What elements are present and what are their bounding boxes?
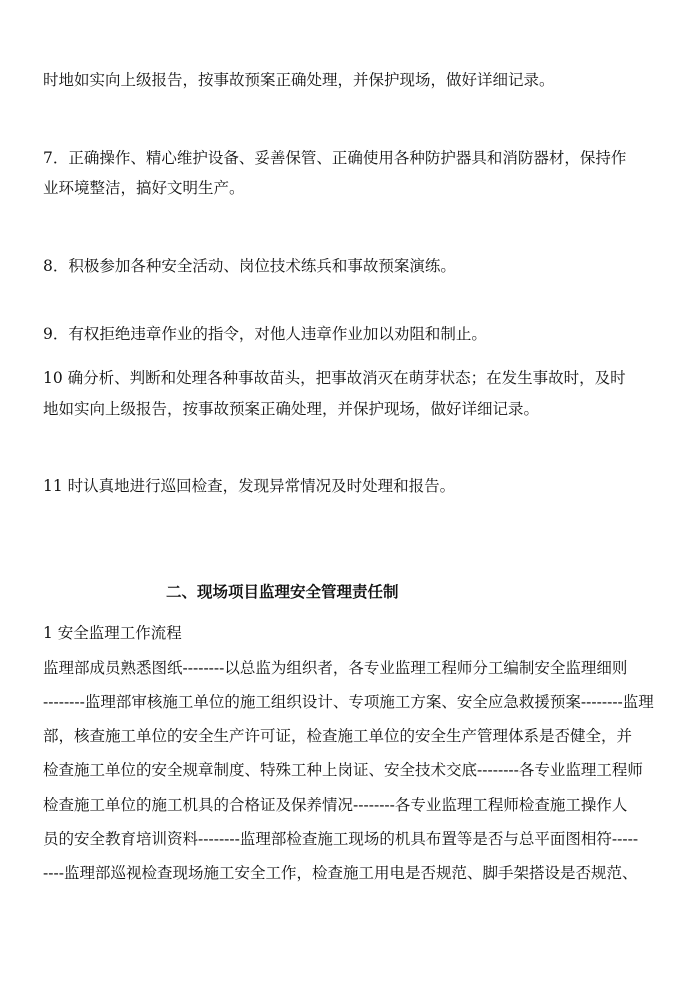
subsection-title: 1 安全监理工作流程	[43, 624, 182, 642]
item-7-line-2: 业环境整洁，搞好文明生产。	[43, 179, 245, 197]
body-line-5: 检查施工单位的施工机具的合格证及保养情况--------各专业监理工程师检查施工操作人	[43, 796, 628, 814]
item-9: 9．有权拒绝违章作业的指令，对他人违章作业加以劝阻和制止。	[43, 325, 487, 343]
body-line-7: ----监理部巡视检查现场施工安全工作，检查施工用电是否规范、脚手架搭设是否规范、	[43, 864, 638, 882]
body-line-4: 检查施工单位的安全规章制度、特殊工种上岗证、安全技术交底--------各专业监理工程师	[43, 761, 643, 779]
item-8: 8．积极参加各种安全活动、岗位技术练兵和事故预案演练。	[43, 257, 456, 275]
item-10-line-2: 地如实向上级报告，按事故预案正确处理，并保护现场，做好详细记录。	[43, 400, 540, 418]
text-line: 时地如实向上级报告，按事故预案正确处理，并保护现场，做好详细记录。	[43, 71, 555, 89]
body-line-1: 监理部成员熟悉图纸--------以总监为组织者，各专业监理工程师分工编制安全监理细则	[43, 659, 628, 677]
body-line-6: 员的安全教育培训资料--------监理部检查施工现场的机具布置等是否与总平面图相符-----	[43, 830, 639, 848]
body-line-3: 部，核查施工单位的安全生产许可证，检查施工单位的安全生产管理体系是否健全，并	[43, 727, 633, 745]
body-line-2: --------监理部审核施工单位的施工组织设计、专项施工方案、安全应急救援预案--------监理	[43, 693, 654, 711]
item-11: 11 时认真地进行巡回检查，发现异常情况及时处理和报告。	[43, 477, 456, 495]
item-10-line-1: 10 确分析、判断和处理各种事故苗头，把事故消灭在萌芽状态；在发生事故时，及时	[43, 369, 626, 387]
item-7-line-1: 7．正确操作、精心维护设备、妥善保管、正确使用各种防护器具和消防器材，保持作	[43, 149, 627, 167]
section-heading: 二、现场项目监理安全管理责任制	[166, 582, 399, 601]
